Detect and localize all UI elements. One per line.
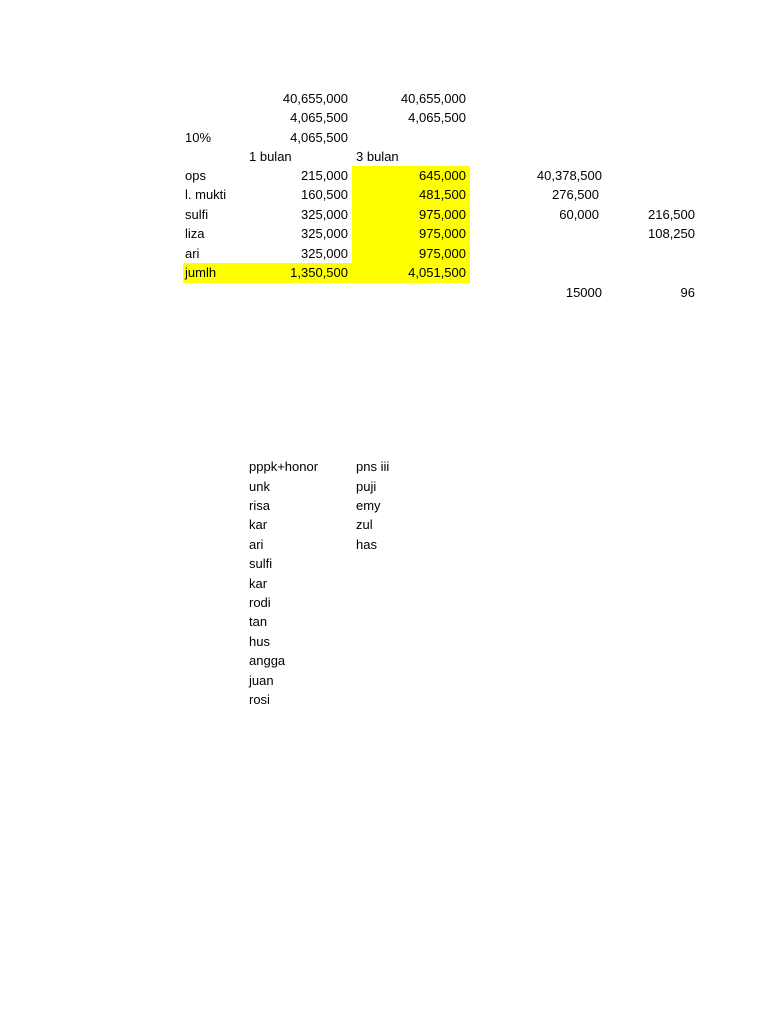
row-value-1bulan: 160,500 (301, 187, 348, 202)
list-item: hus (249, 634, 270, 649)
list-item: kar (249, 576, 268, 591)
cell-r2-b: 4,065,500 (290, 110, 348, 125)
list-item: unk (249, 479, 270, 494)
cell-r2-c: 4,065,500 (408, 110, 466, 125)
list-item: rodi (249, 595, 271, 610)
cell-bottom-d: 15000 (565, 285, 602, 300)
cell-bottom-e: 96 (680, 285, 695, 300)
row-label: ops (185, 168, 206, 183)
row-label: l. mukti (185, 187, 227, 202)
list-item: kar (249, 517, 268, 532)
list-item: sulfi (249, 556, 273, 571)
list-header-pns-iii: pns iii (356, 459, 390, 474)
row-value-d: 276,500 (552, 187, 599, 202)
row-total-3bulan: 4,051,500 (408, 265, 466, 280)
list-item: risa (249, 498, 270, 513)
cell-r1-b: 40,655,000 (282, 91, 348, 106)
list-item: juan (249, 673, 274, 688)
row-value-d: 60,000 (559, 207, 599, 222)
list-item: ari (249, 537, 264, 552)
row-value-1bulan: 325,000 (301, 207, 348, 222)
row-value-3bulan: 975,000 (419, 246, 466, 261)
row-value-3bulan: 645,000 (419, 168, 466, 183)
row-label: liza (185, 226, 205, 241)
list-item: zul (356, 517, 373, 532)
row-value-3bulan: 975,000 (419, 226, 466, 241)
list-item: has (356, 537, 377, 552)
row-value-e: 216,500 (648, 207, 695, 222)
row-value-3bulan: 975,000 (419, 207, 466, 222)
row-value-d: 40,378,500 (536, 168, 602, 183)
cell-r1-c: 40,655,000 (400, 91, 466, 106)
list-header-pppk-honor: pppk+honor (249, 459, 319, 474)
list-item: tan (249, 614, 268, 629)
row-label-total: jumlh (185, 265, 217, 280)
row-label: sulfi (185, 207, 209, 222)
row-label: ari (185, 246, 200, 261)
row-value-e: 108,250 (648, 226, 695, 241)
list-item: angga (249, 653, 286, 668)
row-value-3bulan: 481,500 (419, 187, 466, 202)
row-value-1bulan: 325,000 (301, 246, 348, 261)
header-3-bulan: 3 bulan (356, 149, 399, 164)
header-1-bulan: 1 bulan (249, 149, 292, 164)
list-item: rosi (249, 692, 270, 707)
row-value-1bulan: 215,000 (301, 168, 348, 183)
list-item: puji (356, 479, 377, 494)
row-value-1bulan: 325,000 (301, 226, 348, 241)
list-item: emy (356, 498, 381, 513)
cell-r3-a: 10% (185, 130, 212, 145)
cell-r3-b: 4,065,500 (290, 130, 348, 145)
row-total-1bulan: 1,350,500 (290, 265, 348, 280)
